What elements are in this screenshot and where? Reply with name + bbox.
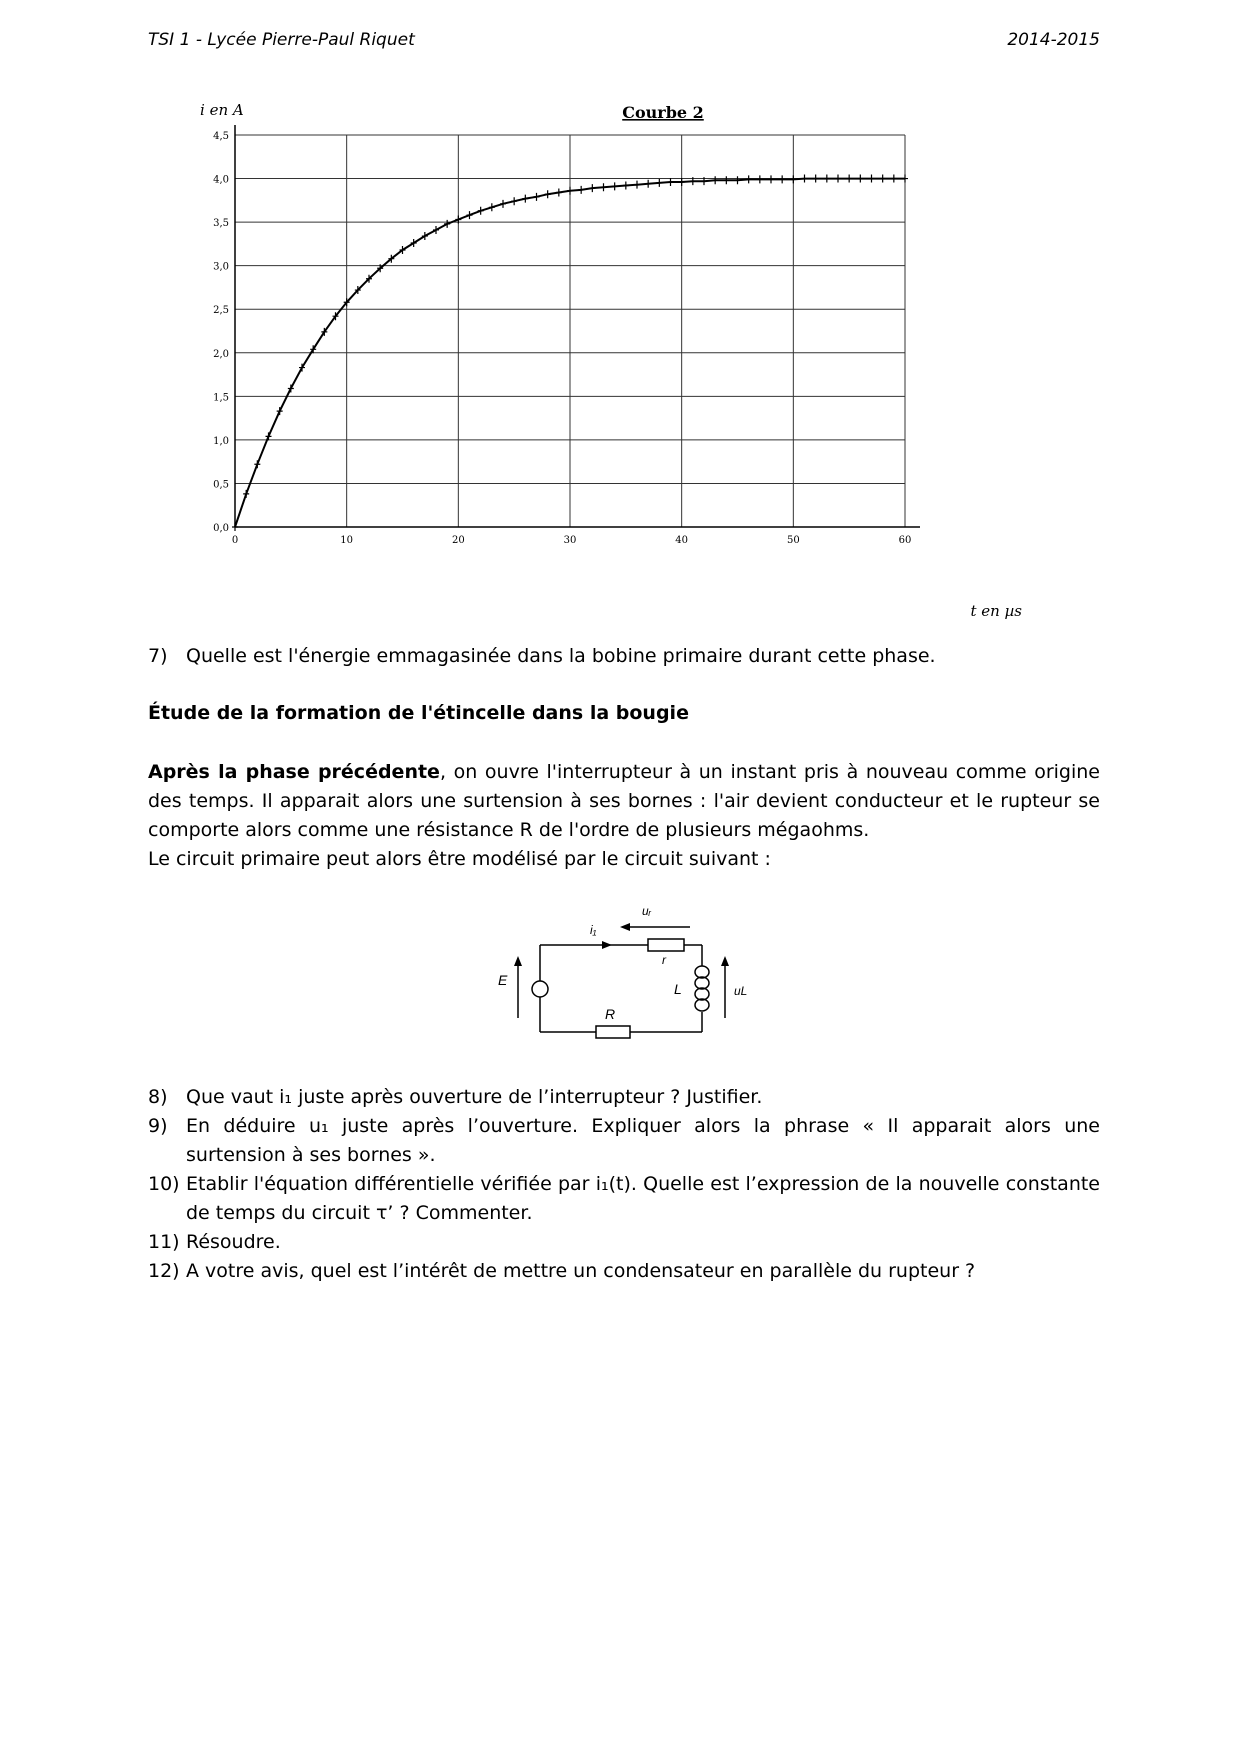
x-tick-label: 40: [675, 535, 689, 546]
chart-title: Courbe 2: [622, 103, 704, 122]
current-chart: [180, 95, 1080, 635]
y-tick-label: 2,0: [213, 348, 229, 360]
question-text: Que vaut i₁ juste après ouverture de l’interrupteur ? Justifier.: [186, 1086, 763, 1108]
data-point-marker: [746, 175, 752, 183]
inductor-L: [695, 966, 709, 1011]
data-point-marker: [712, 176, 718, 184]
data-point-marker: [656, 179, 662, 187]
data-point-marker: [645, 180, 651, 188]
section-title: Étude de la formation de l'étincelle dans la bougie: [148, 702, 689, 724]
question-text: En déduire u₁ juste après l’ouverture. Expliquer alors la phrase « Il apparait alors une surtension à ses bornes ».: [186, 1115, 1100, 1166]
data-point-marker: [813, 175, 819, 183]
data-point-marker: [891, 175, 897, 183]
x-tick-label: 0: [231, 535, 239, 546]
circuit-diagram: [480, 900, 760, 1060]
y-tick-label: 3,0: [213, 261, 229, 273]
label-R: R: [605, 1006, 616, 1022]
data-point-marker: [623, 182, 629, 190]
arrow-E-head: [514, 956, 522, 966]
question-12: [148, 1257, 1100, 1286]
data-point-marker: [567, 187, 573, 195]
header-right: 2014-2015: [1007, 30, 1100, 50]
y-tick-label: 1,0: [213, 435, 229, 447]
arrow-uL-head: [721, 956, 729, 966]
question-text: A votre avis, quel est l’intérêt de mettre un condensateur en parallèle du rupteur ?: [186, 1260, 976, 1282]
question-text: Etablir l'équation différentielle vérifiée par i₁(t). Quelle est l’expression de la nouvelle constante de temps du circuit τ’ ? Commenter.: [186, 1173, 1100, 1224]
data-point-marker: [869, 175, 875, 183]
question-7: [148, 645, 936, 667]
data-point-marker: [478, 207, 484, 215]
paragraph-lead: Après la phase précédente: [148, 761, 440, 783]
label-r: r: [662, 953, 666, 967]
y-tick-label: 0,5: [213, 479, 229, 491]
data-point-marker: [232, 523, 238, 531]
question-9: [148, 1112, 1100, 1170]
data-point-marker: [433, 226, 439, 234]
question-number: 12): [148, 1260, 180, 1282]
header-left: TSI 1 - Lycée Pierre-Paul Riquet: [148, 30, 415, 50]
data-point-marker: [846, 175, 852, 183]
question-number: 10): [148, 1173, 180, 1195]
question-7-number: 7): [148, 645, 168, 667]
question-text: Résoudre.: [186, 1231, 281, 1253]
question-list: [148, 1083, 1100, 1286]
label-i1: i₁: [590, 923, 597, 937]
x-tick-label: 10: [340, 535, 354, 546]
x-tick-label: 20: [451, 535, 465, 546]
question-8: [148, 1083, 1100, 1112]
y-tick-label: 1,5: [213, 392, 229, 404]
intro-paragraph: [148, 758, 1100, 845]
question-10: [148, 1170, 1100, 1228]
data-point-marker: [902, 175, 908, 183]
label-uL: uL: [734, 984, 748, 998]
label-E: E: [498, 972, 508, 988]
y-tick-label: 0,0: [213, 523, 229, 534]
data-point-marker: [880, 175, 886, 183]
data-point-marker: [411, 239, 417, 247]
data-point-marker: [422, 232, 428, 240]
x-tick-label: 50: [786, 535, 800, 546]
data-point-marker: [556, 188, 562, 196]
data-point-marker: [857, 175, 863, 183]
data-point-marker: [735, 176, 741, 184]
data-point-marker: [444, 220, 450, 228]
question-number: 11): [148, 1231, 180, 1253]
data-point-marker: [612, 182, 618, 190]
data-point-marker: [668, 178, 674, 186]
paragraph-line2: Le circuit primaire peut alors être modélisé par le circuit suivant :: [148, 848, 771, 870]
data-point-marker: [511, 197, 517, 205]
arrow-i1-head: [602, 941, 612, 949]
data-point-marker: [757, 175, 763, 183]
label-L: L: [674, 981, 682, 997]
data-point-marker: [467, 211, 473, 219]
data-point-marker: [802, 175, 808, 183]
resistor-r: [648, 939, 684, 951]
data-point-marker: [534, 193, 540, 201]
data-point-marker: [601, 183, 607, 191]
data-point-marker: [723, 176, 729, 184]
question-number: 8): [148, 1086, 168, 1108]
data-point-marker: [768, 175, 774, 183]
question-11: [148, 1228, 1100, 1257]
x-tick-label: 30: [563, 535, 577, 546]
question-number: 9): [148, 1115, 168, 1137]
label-ur: uᵣ: [642, 904, 651, 918]
question-7-text: Quelle est l'énergie emmagasinée dans la bobine primaire durant cette phase.: [186, 645, 936, 667]
resistor-R: [596, 1026, 630, 1038]
y-tick-label: 4,0: [213, 174, 229, 186]
chart-xlabel: t en µs: [970, 602, 1022, 620]
data-point-marker: [545, 190, 551, 198]
data-point-marker: [634, 181, 640, 189]
data-point-marker: [522, 195, 528, 203]
data-point-marker: [779, 175, 785, 183]
data-point-marker: [589, 184, 595, 192]
data-point-marker: [578, 186, 584, 194]
y-tick-label: 2,5: [213, 305, 229, 317]
voltage-source: [532, 981, 548, 997]
data-point-marker: [500, 200, 506, 208]
chart-ylabel: i en A: [200, 101, 244, 119]
y-tick-label: 3,5: [213, 218, 229, 230]
arrow-ur-head: [620, 923, 630, 931]
data-point-marker: [835, 175, 841, 183]
data-point-marker: [489, 203, 495, 211]
data-point-marker: [790, 175, 796, 183]
data-point-marker: [824, 175, 830, 183]
paragraph-rest: , on ouvre l'interrupteur à un instant pris à nouveau comme origine des temps. Il apparait alors une surtension à ses bornes : l'air devient conducteur et le rupteur se comporte alors comme une résistance R de l'ordre de plusieurs mégaohms.: [148, 761, 1100, 841]
data-point-marker: [679, 178, 685, 186]
x-tick-label: 60: [898, 535, 912, 546]
y-tick-label: 4,5: [213, 131, 229, 142]
